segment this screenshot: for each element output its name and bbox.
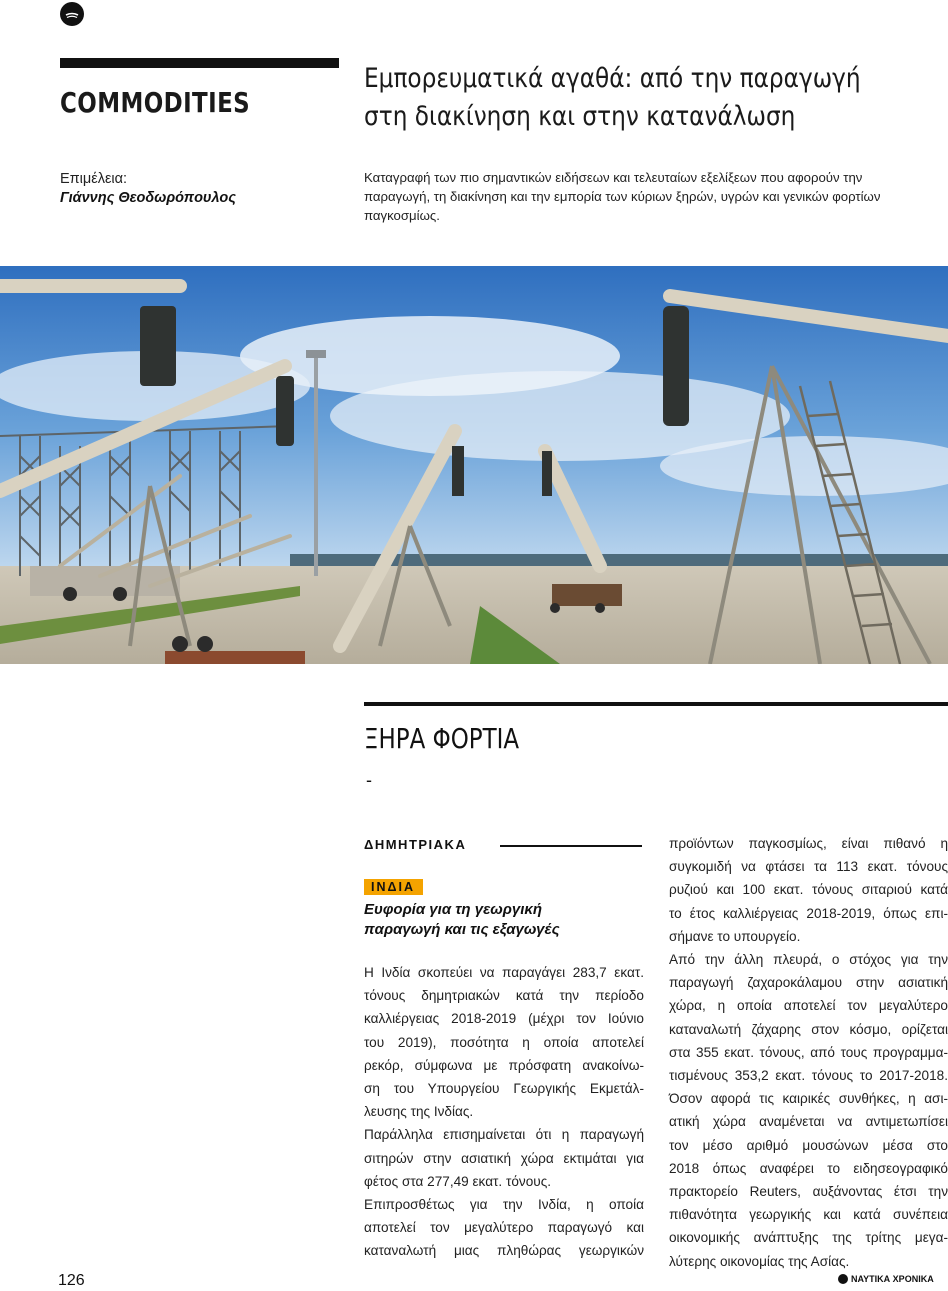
article-text-line: στα 355 εκατ. τόνους, από τους προγραμμα- — [669, 1044, 948, 1060]
article-text-line: λύτερης οικονομίας της Ασίας. — [669, 1253, 850, 1269]
article-text-line: χώρα, η οποία αποτελεί τον μεγαλύτερο — [669, 998, 948, 1014]
article-text-line: καταναλωτή μιας πληθώρας γεωργικών — [364, 1243, 644, 1259]
article-column-1 — [364, 961, 644, 1263]
editor-label: Επιμέλεια: — [60, 171, 128, 187]
category-rule — [500, 845, 642, 847]
article-text-line: σιτηρών στην ασιατική χώρα εκτιμάται για — [364, 1150, 644, 1166]
editor-name: Γιάννης Θεοδωρόπουλος — [60, 190, 236, 206]
page-headline — [364, 60, 861, 136]
publication-logo-icon — [60, 2, 84, 26]
article-text-line: Η Ινδία σκοπεύει να παραγάγει 283,7 εκατ. — [364, 965, 644, 980]
article-text-line: φέτος στα 277,49 εκατ. τόνους. — [364, 1173, 552, 1189]
article-text-line: τόνους δημητριακών κατά την περίοδο — [364, 988, 644, 1004]
brand-name: ΝΑΥΤΙΚΑ ΧΡΟΝΙΚΑ — [851, 1274, 934, 1284]
article-column-2 — [669, 832, 948, 1273]
article-text-line: Από την άλλη πλευρά, ο στόχος για την — [669, 952, 948, 968]
subsection-title: ΞΗΡΑ ΦΟΡΤΙΑ — [364, 722, 520, 755]
subsection-dash: - — [366, 770, 372, 790]
article-text-line: παραγωγή ζαχαροκάλαμου στην ασιατική — [669, 975, 948, 991]
intro-paragraph: Καταγραφή των πιο σημαντικών ειδήσεων και τελευταίων εξελίξεων που αφορούν την παραγωγή, τη διακίνηση και την εμπορία των κύριων ξηρών, υγρών και γενικών φορτίων παγκοσμίως. — [364, 170, 881, 223]
article-text-line: καλλιέργειας 2018-2019 (μέχρι τον Ιούνιο — [364, 1011, 644, 1027]
article-text-line: Επιπροσθέτως για την Ινδία, η οποία — [364, 1197, 644, 1213]
article-text-line: το έτος καλλιέργειας 2018-2019, όπως επι- — [669, 905, 948, 921]
article-title — [364, 900, 644, 940]
article-text-line: καταναλωτή ζάχαρης στον κόσμο, ορίζεται — [669, 1021, 948, 1037]
article-text-line: ρεκόρ, σύμφωνα με πρόσφατη ανακοίνω- — [364, 1057, 644, 1073]
article-text-line: τισμένους 353,2 εκατ. τόνους το 2017-2018. — [669, 1068, 948, 1084]
article-text-line: Παράλληλα επισημαίνεται ότι η παραγωγή — [364, 1127, 644, 1143]
article-text-line: ση του Υπουργείου Γεωργικής Εκμετάλ- — [364, 1081, 644, 1097]
article-text-line: του 2019), ποσότητα η οποία αποτελεί — [364, 1034, 644, 1050]
article-text-line: 2018 όπως αναφέρει το ειδησεογραφικό — [669, 1160, 948, 1176]
category-label: ΔΗΜΗΤΡΙΑΚΑ — [364, 837, 467, 852]
page-number: 126 — [58, 1272, 85, 1289]
article-text-line: συγκομιδή να φτάσει τα 113 εκατ. τόνους — [669, 859, 948, 875]
article-text-line: Όσον αφορά τις καιρικές συνθήκες, η ασι- — [669, 1091, 948, 1107]
section-title: COMMODITIES — [60, 86, 251, 119]
brand-logo-icon — [838, 1274, 848, 1284]
article-text-line: πιθανότητα γεωργικής και κατά συνέπεια — [669, 1207, 948, 1223]
article-text-line: οικονομικής ανάπτυξης της τρίτης μεγα- — [669, 1230, 948, 1246]
article-text-line: αποτελεί τον μεγαλύτερο παραγωγό και — [364, 1220, 644, 1236]
article-text-line: σήμανε το υπουργείο. — [669, 928, 801, 944]
publication-brand — [838, 1274, 934, 1284]
subsection-rule — [364, 702, 948, 706]
article-text-line: ρυζιού και 100 εκατ. τόνους σιταριού κατά — [669, 882, 948, 898]
hero-photo — [0, 266, 948, 664]
article-title-line: Ευφορία για τη γεωργική — [364, 901, 543, 918]
headline-line: Εμπορευματικά αγαθά: από την παραγωγή — [364, 63, 861, 94]
header-rule — [60, 58, 339, 68]
article-title-line: παραγωγή και τις εξαγωγές — [364, 921, 560, 938]
article-text-line: προϊόντων παγκοσμίως, είναι πιθανό η — [669, 836, 948, 851]
article-text-line: λευσης της Ινδίας. — [364, 1104, 474, 1120]
article-text-line: ατική χώρα αναμένεται να αντιμετωπίσει — [669, 1114, 948, 1130]
headline-line: στη διακίνηση και στην κατανάλωση — [364, 101, 796, 132]
article-text-line: τον μέσο αριθμό μουσώνων μέσα στο — [669, 1137, 948, 1153]
article-text-line: πρακτορείο Reuters, αυξάνοντας έτσι την — [669, 1184, 948, 1200]
country-badge: ΙΝΔΙΑ — [364, 879, 423, 895]
